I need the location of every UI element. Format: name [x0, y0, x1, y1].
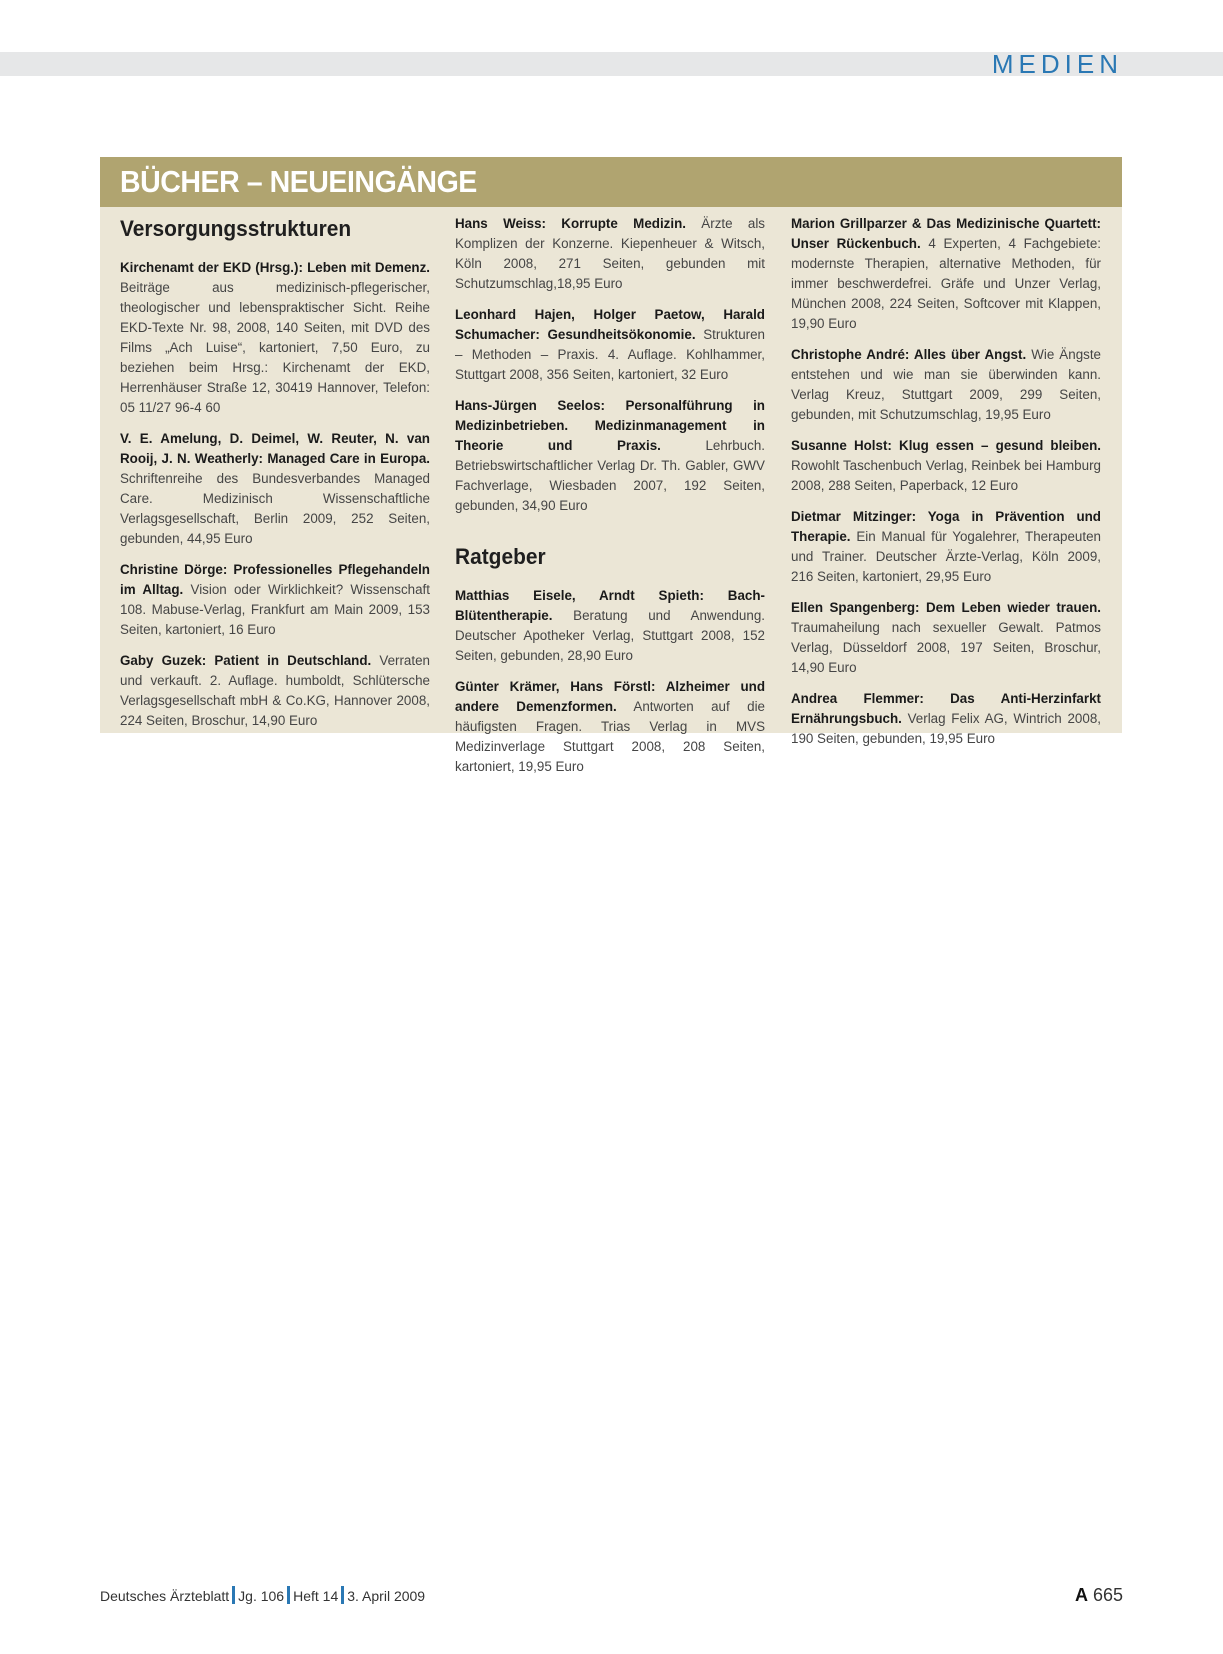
book-entry-title: Christine Dörge: Professionelles Pflegehandeln im Alltag.	[120, 562, 430, 597]
book-entry-details: Wie Ängste entstehen und wie man sie überwinden kann. Verlag Kreuz, Stuttgart 2009, 299 Seiten, gebunden, mit Schutzumschlag, 19,95 Euro	[791, 347, 1101, 422]
footer-separator	[232, 1586, 235, 1604]
book-entry	[791, 689, 1101, 749]
book-entry	[455, 214, 765, 294]
book-entry-details: Strukturen – Methoden – Praxis. 4. Auflage. Kohlhammer, Stuttgart 2008, 356 Seiten, kartoniert, 32 Euro	[455, 327, 765, 382]
book-entry-details: Lehrbuch. Betriebswirtschaftlicher Verlag Dr. Th. Gabler, GWV Fachverlage, Wiesbaden 2007, 192 Seiten, gebunden, 34,90 Euro	[455, 438, 765, 513]
book-entry-title: Christophe André: Alles über Angst.	[791, 347, 1027, 362]
book-entry-details: Rowohlt Taschenbuch Verlag, Reinbek bei Hamburg 2008, 288 Seiten, Paperback, 12 Euro	[791, 458, 1101, 493]
book-entry-details: Verlag Felix AG, Wintrich 2008, 190 Seiten, gebunden, 19,95 Euro	[791, 711, 1101, 746]
book-entry	[455, 586, 765, 666]
book-entry-details: Antworten auf die häufigsten Fragen. Trias Verlag in MVS Medizinverlage Stuttgart 2008, 208 Seiten, kartoniert, 19,95 Euro	[455, 699, 765, 774]
book-entry-title: Dietmar Mitzinger: Yoga in Prävention und Therapie.	[791, 509, 1101, 544]
book-entry-title: Kirchenamt der EKD (Hrsg.): Leben mit Demenz.	[120, 260, 430, 275]
book-entry	[791, 598, 1101, 678]
book-entry-details: Beratung und Anwendung. Deutscher Apotheker Verlag, Stuttgart 2008, 152 Seiten, gebunden, 28,90 Euro	[455, 608, 765, 663]
book-entry-title: Marion Grillparzer & Das Medizinische Quartett: Unser Rückenbuch.	[791, 216, 1101, 251]
book-entry-title: Matthias Eisele, Arndt Spieth: Bach-Blütentherapie.	[455, 588, 765, 623]
subheading-versorgungsstrukturen: Versorgungsstrukturen	[120, 216, 352, 241]
footer-citation	[100, 1586, 425, 1606]
book-entry-title: V. E. Amelung, D. Deimel, W. Reuter, N. van Rooij, J. N. Weatherly: Managed Care in Europa.	[120, 431, 430, 466]
journal-date: 3. April 2009	[347, 1588, 426, 1604]
book-entry-title: Hans Weiss: Korrupte Medizin.	[455, 216, 686, 231]
page-number	[1075, 1583, 1123, 1607]
journal-volume: Jg. 106	[238, 1588, 285, 1604]
book-entry-details: Verraten und verkauft. 2. Auflage. humboldt, Schlütersche Verlagsgesellschaft mbH & Co.KG, Hannover 2008, 224 Seiten, Broschur, 14,90 Euro	[120, 653, 430, 728]
book-entry	[120, 258, 430, 418]
book-entry	[455, 677, 765, 777]
book-entry	[120, 560, 430, 640]
column-2	[455, 214, 765, 788]
book-entry-details: Beiträge aus medizinisch-pflegerischer, theologischer und lebenspraktischer Sicht. Reihe EKD-Texte Nr. 98, 2008, 140 Seiten, mit DVD des Films „Ach Luise“, kartoniert, 7,50 Euro, zu beziehen beim Hrsg.: Kirchenamt der EKD, Herrenhäuser Straße 12, 30419 Hannover, Telefon: 05 11/27 96-4 60	[120, 280, 430, 415]
book-entry-title: Leonhard Hajen, Holger Paetow, Harald Schumacher: Gesundheitsökonomie.	[455, 307, 765, 342]
book-entry	[455, 305, 765, 385]
book-entry	[455, 396, 765, 516]
book-entry-title: Gaby Guzek: Patient in Deutschland.	[120, 653, 372, 668]
book-entry-details: 4 Experten, 4 Fachgebiete: modernste Therapien, alternative Methoden, für immer beschwerdefrei. Gräfe und Unzer Verlag, München 2008, 224 Seiten, Softcover mit Klappen, 19,90 Euro	[791, 236, 1101, 331]
book-entry-title: Susanne Holst: Klug essen – gesund bleiben.	[791, 438, 1101, 453]
book-entry-title: Ellen Spangenberg: Dem Leben wieder trauen.	[791, 600, 1101, 615]
book-entry-details: Traumaheilung nach sexueller Gewalt. Patmos Verlag, Düsseldorf 2008, 197 Seiten, Broschur, 14,90 Euro	[791, 620, 1101, 675]
box-title: BÜCHER – NEUEINGÄNGE	[120, 164, 477, 199]
page-number-value: 665	[1092, 1585, 1123, 1605]
section-label: MEDIEN	[991, 49, 1123, 79]
journal-issue: Heft 14	[293, 1588, 339, 1604]
book-entry-details: Schriftenreihe des Bundesverbandes Managed Care. Medizinisch Wissenschaftliche Verlagsgesellschaft, Berlin 2009, 252 Seiten, gebunden, 44,95 Euro	[120, 471, 430, 546]
book-entry	[791, 436, 1101, 496]
footer-separator	[341, 1586, 344, 1604]
book-entry-details: Ein Manual für Yogalehrer, Therapeuten und Trainer. Deutscher Ärzte-Verlag, Köln 2009, 216 Seiten, kartoniert, 29,95 Euro	[791, 529, 1101, 584]
column-1	[120, 214, 430, 742]
book-entry-title: Hans-Jürgen Seelos: Personalführung in Medizinbetrieben. Medizinmanagement in Theorie und Praxis.	[455, 398, 765, 453]
page-prefix: A	[1074, 1585, 1088, 1605]
column-3	[791, 214, 1101, 760]
book-entry-details: Vision oder Wirklichkeit? Wissenschaft 108. Mabuse-Verlag, Frankfurt am Main 2009, 153 Seiten, kartoniert, 16 Euro	[120, 582, 430, 637]
subheading-ratgeber: Ratgeber	[455, 544, 546, 569]
book-entry	[791, 345, 1101, 425]
book-entry-title: Günter Krämer, Hans Förstl: Alzheimer und andere Demenzformen.	[455, 679, 765, 714]
book-entry-title: Andrea Flemmer: Das Anti-Herzinfarkt Ernährungsbuch.	[791, 691, 1101, 726]
book-entry	[120, 651, 430, 731]
book-entry-details: Ärzte als Komplizen der Konzerne. Kiepenheuer & Witsch, Köln 2008, 271 Seiten, gebunden mit Schutzumschlag,18,95 Euro	[455, 216, 765, 291]
journal-name: Deutsches Ärzteblatt	[100, 1588, 230, 1604]
book-entry	[791, 507, 1101, 587]
book-entry	[120, 429, 430, 549]
footer-separator	[287, 1586, 290, 1604]
book-entry	[791, 214, 1101, 334]
